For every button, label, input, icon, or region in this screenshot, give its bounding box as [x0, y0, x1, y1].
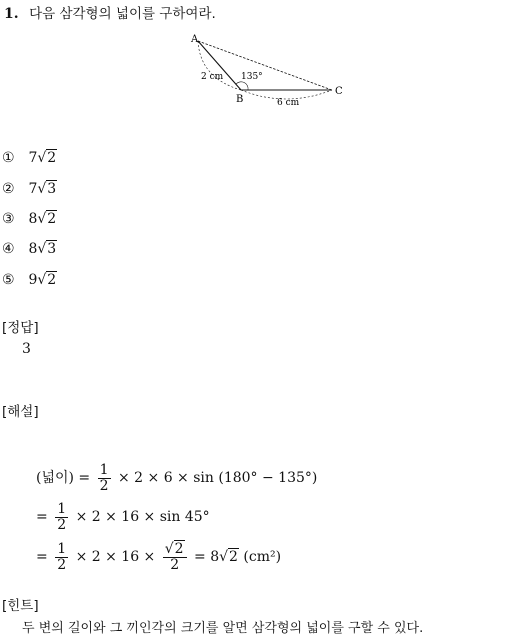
choice-marker: ① [2, 150, 15, 166]
fraction-radicand: 2 [174, 540, 184, 557]
fraction-denominator: 2 [170, 556, 180, 573]
question-number: 1. [4, 6, 19, 22]
solution-line2-rest: × 2 × 16 × sin 45° [75, 509, 210, 525]
choice-coef: 7 [28, 181, 38, 197]
side-ab-label: 2 cm [201, 72, 224, 82]
solution-line-1 [36, 460, 317, 496]
solution-line2-lhs: = [36, 509, 48, 525]
fraction-denominator: 2 [57, 556, 67, 573]
vertex-a-label: A [191, 34, 199, 45]
fraction-numerator: 1 [57, 500, 67, 517]
fraction-denominator: 2 [99, 477, 109, 494]
solution-line3-mid: × 2 × 16 × [75, 549, 156, 565]
radical-icon: √ [219, 549, 229, 565]
solution-line1-lhs: (넓이) = [36, 470, 91, 486]
question-text: 다음 삼각형의 넓이를 구하여라. [29, 6, 216, 22]
answer-value: 3 [22, 341, 31, 357]
radical-icon: √ [37, 150, 47, 166]
solution-line-3 [36, 537, 281, 577]
fraction-numerator: 1 [57, 540, 67, 557]
solution-line3-lhs: = [36, 549, 48, 565]
result-radicand: 2 [229, 549, 238, 565]
choice-coef: 8 [28, 211, 38, 227]
choice-marker: ② [2, 181, 15, 197]
solution-unit: (cm²) [243, 549, 282, 565]
radical-icon: √ [37, 211, 47, 227]
choice-2[interactable] [2, 181, 57, 197]
vertex-b-label: B [236, 94, 244, 105]
choice-radicand: 2 [47, 211, 57, 227]
choice-3[interactable] [2, 211, 57, 227]
choice-marker: ④ [2, 241, 15, 257]
fraction-root2-over-2 [163, 542, 187, 573]
side-ac-line [198, 41, 332, 90]
choice-radicand: 2 [47, 150, 57, 166]
choice-marker: ③ [2, 211, 15, 227]
radical-icon: √ [164, 540, 174, 557]
question [4, 2, 216, 22]
fraction-denominator: 2 [57, 516, 67, 533]
angle-b-label: 135° [241, 72, 263, 82]
choice-radicand: 2 [47, 272, 57, 288]
choice-5[interactable] [2, 272, 57, 288]
hint-text: 두 변의 길이와 그 끼인각의 크기를 알면 삼각형의 넓이를 구할 수 있다. [22, 621, 424, 636]
fraction-half [55, 502, 68, 533]
solution-label: [해설] [2, 404, 39, 420]
fraction-half [55, 542, 68, 573]
choice-coef: 8 [28, 241, 38, 257]
side-ab-line [198, 41, 241, 90]
choice-1[interactable] [2, 150, 57, 166]
hint-label: [힌트] [2, 598, 39, 614]
choice-coef: 9 [28, 272, 38, 288]
side-bc-label: 6 cm [277, 98, 300, 108]
solution-line3-eq: = 8 [194, 549, 220, 565]
choice-4[interactable] [2, 241, 57, 257]
choice-marker: ⑤ [2, 272, 15, 288]
triangle-figure [186, 30, 346, 110]
answer-label: [정답] [2, 320, 39, 336]
vertex-c-label: C [335, 86, 343, 97]
radical-icon: √ [37, 181, 47, 197]
fraction-half [98, 463, 111, 494]
radical-icon: √ [37, 272, 47, 288]
radical-icon: √ [37, 241, 47, 257]
solution-line-2 [36, 499, 210, 535]
solution-line1-rest: × 2 × 6 × sin (180° − 135°) [117, 470, 318, 486]
choice-radicand: 3 [47, 241, 57, 257]
choice-coef: 7 [28, 150, 38, 166]
fraction-numerator: 1 [99, 461, 109, 478]
choice-radicand: 3 [47, 181, 57, 197]
